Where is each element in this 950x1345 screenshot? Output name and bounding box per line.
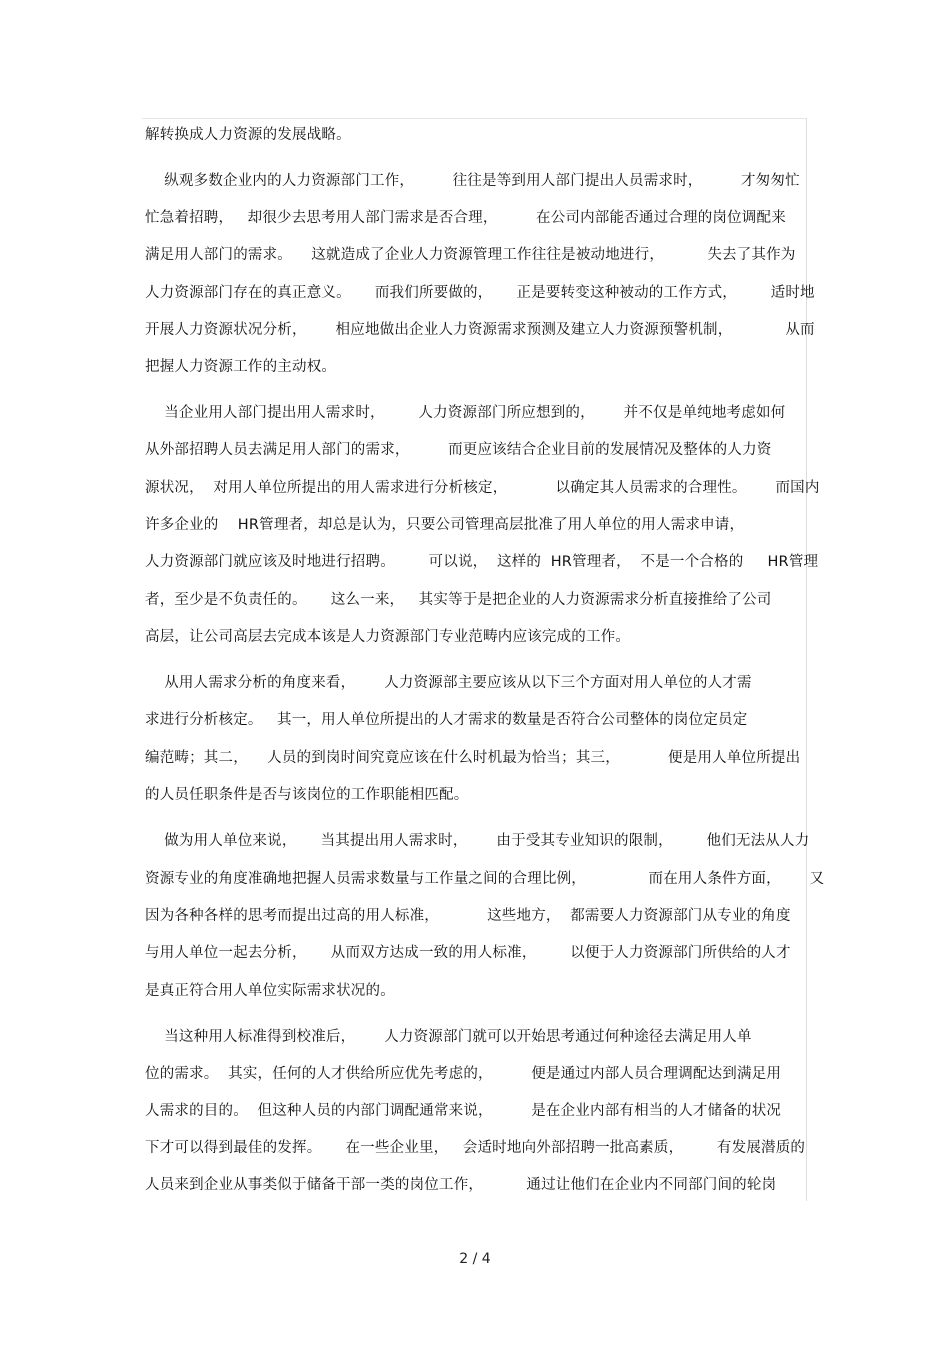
text-line: 人力资源部门就应该及时地进行招聘。 可以说， 这样的 HR管理者， 不是一个合格的 HR管理 [145,554,819,570]
text-line: 从用人需求分析的角度来看， 人力资源部主要应该从以下三个方面对用人单位的人才需 [145,675,752,691]
text-line: 者，至少是不负责任的。 这么一来， 其实等于是把企业的人力资源需求分析直接推给了公司 [145,592,772,608]
text-line: 纵观多数企业内的人力资源部门工作， 往往是等到用人部门提出人员需求时， 才匆匆忙 [145,173,800,189]
text-line: 做为用人单位来说， 当其提出用人需求时， 由于受其专业知识的限制， 他们无法从人力 [145,833,810,849]
text-line: 开展人力资源状况分析， 相应地做出企业人力资源需求预测及建立人力资源预警机制， 从而 [145,322,815,338]
text-line: 下才可以得到最佳的发挥。 在一些企业里， 会适时地向外部招聘一批高素质， 有发展潜质的 [145,1140,806,1156]
text-line: 求进行分析核定。 其一，用人单位所提出的人才需求的数量是否符合公司整体的岗位定员定 [145,712,748,728]
text-line: 人需求的目的。 但这种人员的内部门调配通常来说， 是在企业内部有相当的人才储备的状况 [145,1103,782,1119]
text-line: 因为各种各样的思考而提出过高的用人标准， 这些地方， 都需要人力资源部门从专业的角度 [145,908,791,924]
text-line: 人员来到企业从事类似于储备干部一类的岗位工作， 通过让他们在企业内不同部门间的轮岗 [145,1177,777,1193]
text-line: 编范畴；其二， 人员的到岗时间究竟应该在什么时机最为恰当；其三， 便是用人单位所提出 [145,750,801,766]
text-line: 当这种用人标准得到校准后， 人力资源部门就可以开始思考通过何种途径去满足用人单 [145,1029,752,1045]
text-line: 是真正符合用人单位实际需求状况的。 [145,983,395,999]
page-number: 2 / 4 [459,1251,491,1267]
text-line: 源状况， 对用人单位所提出的用人需求进行分析核定， 以确定其人员需求的合理性。 而国内 [145,480,820,496]
text-line: 的人员任职条件是否与该岗位的工作职能相匹配。 [145,787,469,803]
text-line: 许多企业的 HR管理者，却总是认为，只要公司管理高层批准了用人单位的用人需求申请， [145,517,745,533]
text-line: 资源专业的角度准确地把握人员需求数量与工作量之间的合理比例， 而在用人条件方面， 又 [145,871,825,887]
text-line: 把握人力资源工作的主动权。 [145,359,337,375]
text-line: 满足用人部门的需求。 这就造成了企业人力资源管理工作往往是被动地进行， 失去了其作为 [145,247,796,263]
text-line: 位的需求。 其实，任何的人才供给所应优先考虑的， 便是通过内部人员合理调配达到满足用 [145,1066,782,1082]
text-line: 人力资源部门存在的真正意义。 而我们所要做的， 正是要转变这种被动的工作方式， 适时地 [145,285,815,301]
text-line: 忙急着招聘， 却很少去思考用人部门需求是否合理， 在公司内部能否通过合理的岗位调配来 [145,210,786,226]
text-line: 从外部招聘人员去满足用人部门的需求， 而更应该结合企业目前的发展情况及整体的人力资 [145,442,772,458]
text-line: 解转换成人力资源的发展战略。 [145,127,351,143]
text-line: 当企业用人部门提出用人需求时， 人力资源部门所应想到的， 并不仅是单纯地考虑如何 [145,405,786,421]
text-line: 与用人单位一起去分析， 从而双方达成一致的用人标准， 以便于人力资源部门所供给的人才 [145,945,791,961]
text-line: 高层，让公司高层去完成本该是人力资源部门专业范畴内应该完成的工作。 [145,629,631,645]
